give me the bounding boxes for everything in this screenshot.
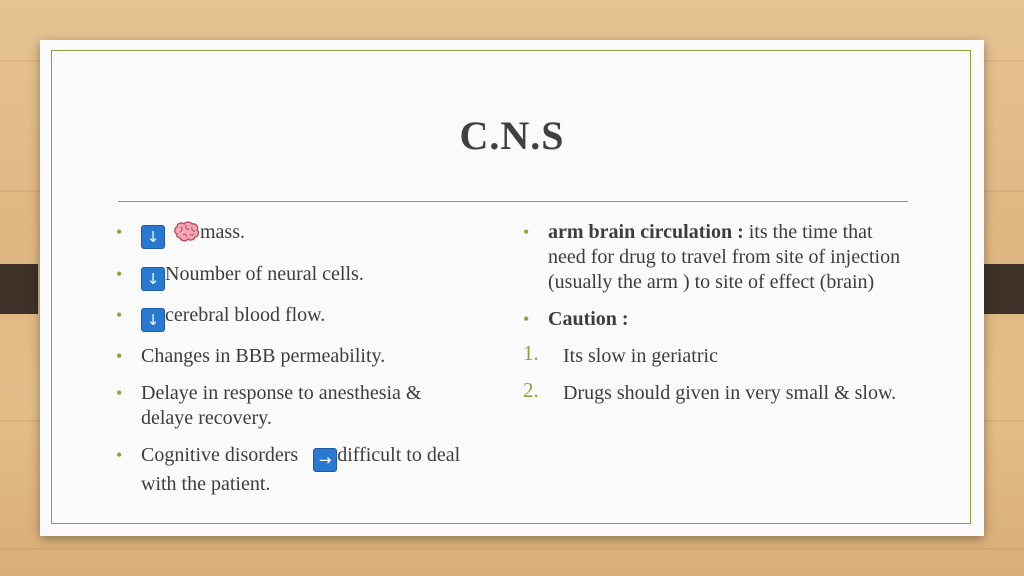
item-text: Drugs should given in very small & slow. [563, 382, 897, 404]
list-item [118, 381, 478, 431]
item-text: Noumber of neural cells. [165, 263, 364, 285]
item-number: 2. [523, 378, 539, 402]
list-item [118, 220, 478, 250]
left-bullet-list [118, 220, 478, 497]
down-arrow-icon: ↓ [141, 225, 165, 249]
numbered-item [523, 341, 915, 369]
item-text: cerebral blood flow. [165, 304, 326, 326]
right-arrow-icon: → [313, 448, 337, 472]
list-item [118, 344, 478, 369]
title-divider [118, 201, 908, 202]
bullet: • [523, 309, 530, 329]
term-label: arm brain circulation : [548, 221, 744, 243]
item-text: Its slow in geriatric [563, 345, 718, 367]
item-text: mass. [200, 221, 245, 243]
down-arrow-icon: ↓ [141, 267, 165, 291]
item-text-before: Cognitive disorders [141, 444, 299, 466]
down-arrow-icon: ↓ [141, 308, 165, 332]
slide-title: C.N.S [459, 113, 565, 158]
item-text-after: difficult to deal with the patient. [141, 444, 461, 495]
bullet: • [116, 445, 123, 465]
caution-label: Caution : [548, 308, 629, 330]
numbered-item [523, 378, 915, 406]
bullet: • [116, 222, 123, 242]
bullet: • [116, 305, 123, 325]
item-number: 1. [523, 341, 539, 365]
bullet: • [116, 383, 123, 403]
list-item [118, 262, 478, 291]
item-text: its the time that need for drug to travel from site of injection (usually the arm ) to site of effect (brain) [548, 221, 901, 293]
right-bullet-list [525, 220, 915, 406]
bullet: • [116, 346, 123, 366]
item-text: Changes in BBB permeability. [141, 345, 386, 367]
left-dark-tab [0, 264, 38, 314]
bullet: • [116, 264, 123, 284]
list-item [525, 220, 915, 295]
item-text: Delaye in response to anesthesia & delaye recovery. [141, 382, 422, 429]
brain-icon [173, 221, 200, 250]
list-item [118, 443, 478, 497]
list-item [525, 307, 915, 332]
list-item [118, 303, 478, 332]
slide [40, 40, 984, 536]
bullet: • [523, 222, 530, 242]
